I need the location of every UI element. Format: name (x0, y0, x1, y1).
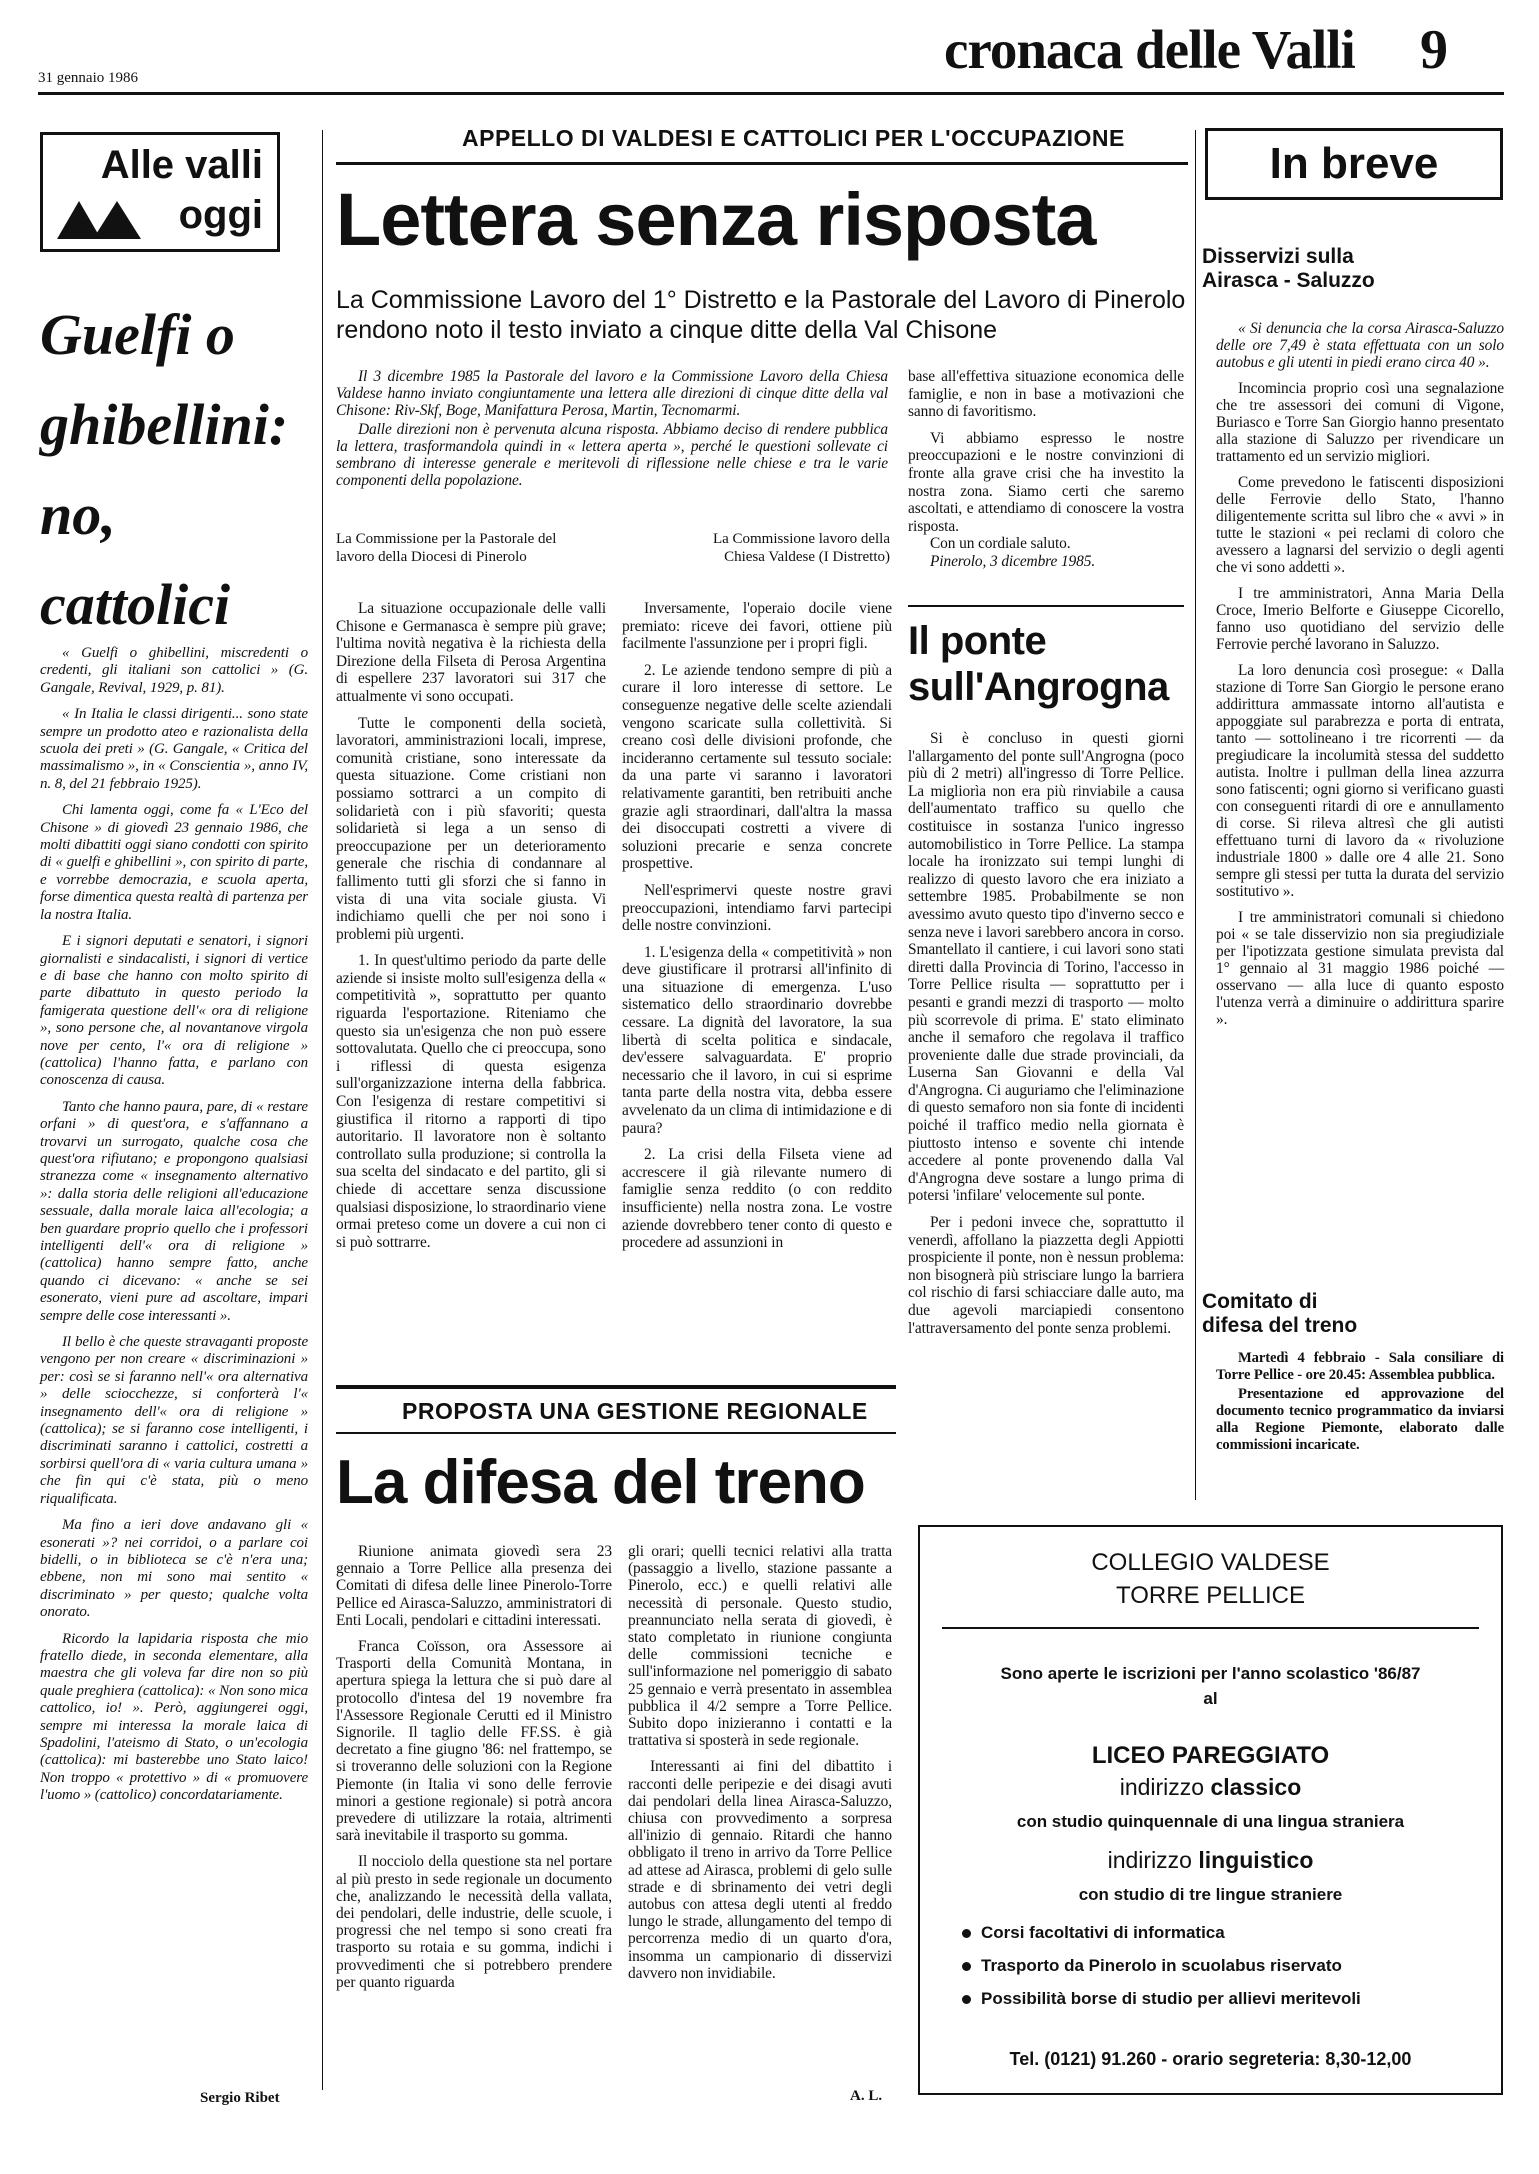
left-paragraph: Chi lamenta oggi, come fa « L'Eco del Chisone » di giovedì 23 gennaio 1986, che molti dibattiti oggi siano condotti con spirito di « guelfi e ghibellini », con spirito di parte, e vorrebbe democrazia, e scuola aperta, forse dimentica questa realtà di partenza per la nostra Italia. (40, 802, 308, 923)
mountains-icon (57, 199, 147, 239)
ponte-paragraph: Per i pedoni invece che, soprattutto il venerdì, affollano la piazzetta degli Appiotti prospiciente il ponte, non è nessun problema: non bisognerà più strisciare lungo la barriera col rischio di farsi schiacciare dalle auto, ma due agevoli marciapiedi consentono l'attraversamento del ponte senza problemi. (908, 1214, 1184, 1337)
left-paragraph: « In Italia le classi dirigenti... sono state sempre un prodotto ateo e razionalista della scuola dei preti » (G. Gangale, « Critica del massimalismo », in « Conscientia », anno IV, n. 8, del 21 febbraio 1925). (40, 706, 308, 792)
treno-paragraph: Il nocciolo della questione sta nel portare al più presto in sede regionale un documento che, analizzando le necessità della vallata, dei pendolari, delle industrie, delle scuole, i progressi che nel tempo si sono creati fra trasporto su rotaia e su gomma, indichi i provvedimenti che si potrebbero prendere per quanto riguarda (336, 1853, 612, 1991)
main-paragraph: Nell'esprimervi queste nostre gravi preoccupazioni, intendiamo farvi partecipi delle nostre convinzioni. (622, 881, 892, 935)
ad-bullet-item (962, 1988, 1361, 2010)
main-kicker: APPELLO DI VALDESI E CATTOLICI PER L'OCCUPAZIONE (462, 125, 1125, 151)
main-paragraph: La situazione occupazionale delle valli Chisone e Germanasca è sempre più grave; l'ultima novità negativa è la richiesta della Direzione della Filseta di Perosa Argentina di espellere 237 lavoratori sui 317 che attualmente vi sono occupati. (336, 600, 606, 705)
treno-paragraph: Franca Coïsson, ora Assessore ai Trasporti della Comunità Montana, in apertura spiega la lettura che si può dare al protocollo d'intesa del 19 novembre fra l'Assessore Regionale Cerutti ed il Ministro Signorile. Il taglio delle FF.SS. è già decretato a fine giugno '86: nel frattempo, se si troveranno delle soluzioni con la Regione Piemonte (in Italia vi sono delle ferrovie minori a gestione regionale) si potrà ancora prevedere di utilizzare la rotaia, altrimenti sarà inevitabile il trasporto su gomma. (336, 1638, 612, 1845)
left-headline-line-4: cattolici (40, 572, 231, 637)
in-breve-text-1 (1216, 320, 1504, 1037)
ponte-headline-line-2: sull'Angrogna (908, 665, 1169, 709)
column-separator-right (1195, 130, 1196, 1500)
in-breve-paragraph: La loro denuncia così prosegue: « Dalla stazione di Torre San Giorgio le persone erano addirittura ammassate intorno all'autista e appoggiate sul parabrezza e porta di entrata, tanto — sottolineano i tre ricorrenti — da pregiudicare la incolumità stessa del suddetto autista. Inoltre i pullman della linea azzurra sono fatiscenti; ogni giorno si verificano guasti con conseguenti ritardi di ore e annullamento di corse. Si rileva altresì che gli autisti effettuano turni di lavoro da « rivoluzione industriale 1800 » dalle ore 4 alle 21. Sono sempre gli stessi per tutta la durata del servizio sostitutivo ». (1216, 662, 1504, 900)
main-col-3 (908, 368, 1184, 580)
ad-track-1-name: classico (1210, 1774, 1302, 1800)
ad-enrollment: Sono aperte le iscrizioni per l'anno scolastico '86/87 (1000, 1664, 1421, 1683)
alle-valli-title-1: Alle valli (100, 143, 263, 187)
main-paragraph: Inversamente, l'operaio docile viene premiato: riceve dei favori, ottiene più facilmente l'assunzione per i propri figli. (622, 600, 892, 653)
ad-bullet-item (962, 1922, 1361, 1944)
left-paragraph: « Guelfi o ghibellini, miscredenti o credenti, gli italiani son cattolici » (G. Gangale, Revival, 1929, p. 81). (40, 645, 308, 696)
main-paragraph: 1. L'esigenza della « competitività » non deve giustificare il protrarsi all'infinito di una situazione di emergenza. L'uso sistematico dello straordinario dovrebbe cessare. La dignità del lavoratore, la sua libertà di scelta politica e sindacale, dev'essere salvaguardata. E' proprio necessario che il lavoro, in cui si esprime tanta parte della nostra vita, debba essere avvelenato da un clima di intimidazione e di paura? (622, 943, 892, 1137)
ad-school-type: LICEO PAREGGIATO (1091, 1742, 1330, 1769)
main-paragraph: 2. La crisi della Filseta viene ad accrescere il già rilevante numero di famiglie senza reddito (o con reddito insufficiente) nella nostra zona. Le vostre aziende dovrebbero tener conto di questo e procedere ad assunzioni in (622, 1146, 892, 1252)
ad-track-2-name: linguistico (1198, 1847, 1314, 1873)
main-paragraph: 2. Le aziende tendono sempre di più a curare il loro interesse di settore. Le conseguenze negative delle scelte aziendali vengono scaricate sulla collettività. Si creano così delle divisioni profonde, che incideranno certamente sul tessuto sociale: da una parte vi saranno i lavoratori relativamente garantiti, ben retribuiti anche grazie agli straordinari, dall'altra la massa dei disoccupati costretti a vivere di soluzioni precarie e senza concrete prospettive. (622, 661, 892, 873)
in-breve-text-2 (1216, 1350, 1504, 1463)
ad-bullet-list (962, 1922, 1361, 2021)
in-breve-headline-1-line-2: Airasca - Saluzzo (1202, 269, 1375, 292)
left-signature: Sergio Ribet (200, 2090, 280, 2106)
ad-at: al (1203, 1689, 1218, 1708)
ponte-headline-line-1: Il ponte (908, 619, 1047, 663)
ad-track-2-prefix: indirizzo (1107, 1847, 1192, 1873)
kicker-rule (336, 162, 1188, 165)
left-paragraph: Ricordo la lapidaria risposta che mio fratello diede, in seconda elementare, alla maestra che gli voleva far dire non so più quale preghiera (cattolica): « Non sono mica cattolico, io! ». Però, aggiungerei oggi, sempre mi interessa la morale laica di Spadolini, l'ateismo di Stato, o un'ecologia (cattolica): mi basterebbe uno Stato laico! Non troppo « protettivo » di « promuovere l'uomo » (cattolico) concordatariamente. (40, 1630, 308, 1804)
signatory-left: La Commissione per la Pastorale del lavoro della Diocesi di Pinerolo (336, 531, 557, 565)
ad-track-1-prefix: indirizzo (1119, 1774, 1205, 1800)
in-breve-headline-2 (1202, 1290, 1502, 1338)
main-paragraph: Vi abbiamo espresso le nostre preoccupazioni e le nostre convinzioni di fronte alla grave crisi che ha investito la nostra zona. Siamo certi che saremo ascoltati, e attendiamo di conoscere la vostra risposta. (908, 429, 1184, 535)
masthead-date: 31 gennaio 1986 (38, 70, 138, 86)
alle-valli-title-2: oggi (178, 193, 263, 237)
left-paragraph: Ma fino a ieri dove andavano gli « esonerati »? nei corridoi, o a parlare coi bidelli, o in biblioteca se c'è n'era una; ebbene, non mi sono mai sentito « discriminato » per questo; qualche volta onorato. (40, 1517, 308, 1621)
ponte-paragraph: Si è concluso in questi giorni l'allargamento del ponte sull'Angrogna (poco più di 2 metri) all'ingresso di Torre Pellice. La migliorìa non era più rinviabile a causa dell'aumentato traffico su quello che costituisce in sostanza l'unico ingresso automobilistico in Torre Pellice. La stampa locale ha ironizzato sui tempi lunghi di realizzo di questo lavoro che era iniziato a settembre 1985. Probabilmente se non avessimo avuto questo tipo d'inverno secco e senza neve i lavori sarebbero ancora in corso. Smantellato il cantiere, i cui lavori sono stati diretti dalla Provincia di Torino, l'accesso in Torre Pellice risulta — soprattutto per i pesanti e grandi mezzi di trasporto — molto più scorrevole di prima. E' stato eliminato anche il semaforo che regolava il traffico proveniente dalle due strade provinciali, da Luserna San Giovanni e della Val d'Angrogna. Ci auguriamo che l'eliminazione di questo semaforo non sia fonte di incidenti poiché il traffico medio nella giornata è piuttosto intenso e sovente chi intende accedere al ponte provenendo dalla Val d'Angrogna deve sostare a lungo prima di potersi 'infilare' velocemente sul ponte. (908, 730, 1184, 1205)
treno-paragraph: Riunione animata giovedì sera 23 gennaio a Torre Pellice alla presenza dei Comitati di difesa delle linee Pinerolo-Torre Pellice ed Airasca-Saluzzo, amministratori di Enti Locali, pendolari e cittadini interessati. (336, 1543, 612, 1629)
ad-bullet-text: Corsi facoltativi di informatica (981, 1923, 1225, 1942)
bullet-icon (962, 1962, 971, 1971)
ad-track-2-note: con studio di tre lingue straniere (1078, 1885, 1343, 1904)
main-intro-paragraph: Il 3 dicembre 1985 la Pastorale del lavoro e la Commissione Lavoro della Chiesa Valdese hanno inviato congiuntamente una lettera alle direzioni di cinque ditte della val Chisone: Riv-Skf, Boge, Manifattura Perosa, Martin, Tecnomarmi. (336, 368, 888, 419)
ad-divider (942, 1627, 1479, 1629)
treno-signature: A. L. (850, 2088, 883, 2104)
in-breve-title: In breve (1269, 139, 1439, 188)
in-breve-paragraph: Incomincia proprio così una segnalazione che tre assessori dei comuni di Vigone, Buriasco e Torre San Giorgio hanno presentato alla stazione di Saluzzo per rivendicare un trattamento ed un servizio migliori. (1216, 380, 1504, 465)
bullet-icon (962, 1995, 971, 2004)
main-col-2 (622, 600, 892, 1261)
ad-school-town: TORRE PELLICE (1116, 1582, 1305, 1609)
column-separator-left (322, 130, 323, 2090)
ponte-top-rule (908, 605, 1184, 607)
treno-paragraph: gli orari; quelli tecnici relativi alla tratta (passaggio a livello, stazione passante a Pinerolo, ecc.) e quelli relativi alle necessità di personale. Questo studio, preannunciato nella serata di giovedì, è stato completato in riunione congiunta delle commissioni tecniche e sull'informazione nel pomeriggio di sabato 25 gennaio e verrà presentato in assemblea pubblica il 4/2 sempre a Torre Pellice. Subito dopo inizieranno i contatti e la trattativa si sposterà in sede regionale. (628, 1543, 892, 1750)
in-breve-headline-1 (1202, 245, 1502, 293)
main-col-1 (336, 600, 606, 1260)
ponte-text (908, 730, 1184, 1346)
main-paragraph: Con un cordiale saluto. (930, 535, 1071, 553)
in-breve-box (1205, 128, 1503, 200)
main-deck: La Commissione Lavoro del 1° Distretto e la Pastorale del Lavoro di Pinerolo rendono noto il testo inviato a cinque ditte della Val Chisone (336, 286, 1186, 344)
left-headline-line-1: Guelfi o (40, 302, 235, 367)
treno-headline: La difesa del treno (336, 1448, 865, 1517)
left-paragraph: Tanto che hanno paura, pare, di « restare orfani » di quest'ora, e s'affannano a trovarvi un surrogato, qualche cosa che quest'ora rifiutano; e propongono qualsiasi stranezza come « insegnamento alternativo »: dalla storia delle religioni all'educazione sessuale, dalla morale laica all'ecologia; a ben guardare proprio quello che i professori intelligenti dell'« ora di religione » (cattolica) hanno sempre fatto, anche quando ci dicevano: « anche se sei esonerato, vieni pure ad ascoltare, impari sempre delle cose interessanti ». (40, 1098, 308, 1324)
in-breve-headline-2-line-2: difesa del treno (1202, 1314, 1358, 1337)
treno-kicker-rule (336, 1432, 896, 1434)
ad-contact: Tel. (0121) 91.260 - orario segreteria: 8,30-12,00 (1009, 2049, 1412, 2069)
masthead-title: cronaca delle Valli (944, 19, 1355, 80)
left-paragraph: Il bello è che queste stravaganti proposte vengono per non creare « discriminazioni » per: così se si faranno nell'« ora alternativa » delle sciocchezze, si conforterà l'« insegnamento dell'« ora di religione » (cattolica); se si faranno cose intelligenti, i discriminati saranno i cattolici, costretti a sorbirsi quell'ora di « varia cultura umana » che fin qui c'è stata, più o meno riqualificata. (40, 1334, 308, 1507)
main-intro-paragraph: Dalle direzioni non è pervenuta alcuna risposta. Abbiamo deciso di rendere pubblica la lettera, trasformandola quindi in « lettera aperta », perché le questioni sollevate ci sembrano di interesse generale e meritevoli di riflessione nelle chiese e tra le varie componenti della popolazione. (336, 421, 888, 489)
in-breve-headline-1-line-1: Disservizi sulla (1202, 245, 1354, 268)
main-place-date: Pinerolo, 3 dicembre 1985. (930, 552, 1096, 570)
bullet-icon (962, 1929, 971, 1938)
left-headline-line-3: no, (40, 482, 116, 547)
alle-valli-box (40, 132, 280, 252)
main-intro (336, 368, 888, 498)
treno-kicker: PROPOSTA UNA GESTIONE REGIONALE (402, 1398, 868, 1424)
ad-bullet-text: Trasporto da Pinerolo in scuolabus riservato (981, 1956, 1342, 1975)
signatory-right: La Commissione lavoro della Chiesa Valdese (I Distretto) (712, 531, 890, 565)
treno-col-1 (336, 1543, 612, 2000)
masthead-rule (38, 92, 1504, 95)
ad-track-2 (920, 1847, 1501, 1874)
ad-track-1 (920, 1774, 1501, 1801)
ad-track-1-note: con studio quinquennale di una lingua straniera (1016, 1812, 1405, 1831)
in-breve-paragraph: Come prevedono le fatiscenti disposizioni delle Ferrovie dello Stato, l'hanno diligentemente scritta sul libro che « avvi » in tutte le stazioni « pei reclami di coloro che avessero a lagnarsi del servizio o degli agenti che vi sono addetti ». (1216, 474, 1504, 576)
page-number: 9 (1420, 19, 1448, 81)
treno-paragraph: Interessanti ai fini del dibattito i racconti delle peripezie e dei disagi avuti dai pendolari della linea Airasca-Saluzzo, chiusa con provvedimento a sorpresa all'inizio di gennaio. Ritardi che hanno obbligato il treno in arrivo da Torre Pellice ad attese ad Airasca, problemi di gelo sulle strade e di sbrinamento dei vetri degli autobus con attesa degli utenti al freddo lungo le strade, allungamento del tempo di percorrenza medio di un quarto d'ora, insomma un campionario di disservizi davvero non invidiabile. (628, 1758, 892, 1982)
left-headline (40, 290, 290, 650)
in-breve-headline-2-line-1: Comitato di (1202, 1290, 1318, 1313)
ad-bullet-text: Possibilità borse di studio per allievi meritevoli (981, 1989, 1361, 2008)
main-paragraph: base all'effettiva situazione economica delle famiglie, e non in base a motivazioni che sanno di favoritismo. (908, 368, 1184, 421)
in-breve-paragraph: Presentazione ed approvazione del documento tecnico programmatico da inviarsi alla Regione Piemonte, elaborato dalle commissioni incaricate. (1216, 1386, 1504, 1453)
left-headline-line-2: ghibellini: (40, 392, 289, 457)
in-breve-paragraph: I tre amministratori comunali si chiedono poi « se tale disservizio non sia pregiudiziale per l'ipotizzata gestione simulata prevista dal 1° gennaio al 31 maggio 1986 poiché — osservano — alla luce di quanto esposto l'utenza verrà a diminuire o addirittura sparire ». (1216, 909, 1504, 1028)
ad-bullet-item (962, 1955, 1361, 1977)
ponte-headline (908, 618, 1169, 710)
main-paragraph: Tutte le componenti della società, lavoratori, amministrazioni locali, imprese, comunità cristiane, sono interessate da questa situazione. Come cristiani non possiamo sottrarci a un compito di solidarietà con i più sfavoriti; questa solidarietà si lega a un senso di preoccupazione per un deterioramento generale che rischia di condannare al fallimento tutti gli sforzi che si fanno in vista di una vita sociale giusta. Vi indichiamo quelli che per noi sono i problemi più urgenti. (336, 714, 606, 943)
main-headline: Lettera senza risposta (336, 178, 1096, 261)
school-advertisement (918, 1525, 1503, 2095)
in-breve-paragraph: Martedì 4 febbraio - Sala consiliare di Torre Pellice - ore 20.45: Assemblea pubblica. (1216, 1350, 1504, 1383)
treno-col-2 (628, 1543, 892, 1991)
ad-school-name: COLLEGIO VALDESE (1091, 1549, 1330, 1576)
treno-top-rule (336, 1385, 896, 1389)
left-paragraph: E i signori deputati e senatori, i signori giornalisti e sindacalisti, i signori di vertice e di base che hanno con molto spirito di parte dibattuto in questo periodo la famigerata questione dell'« ora di religione », sono persone che, al novantanove virgola nove per cento, l'« ora di religione » (cattolica) l'hanno fatta, e parlano con conoscenza di causa. (40, 933, 308, 1089)
main-paragraph: 1. In quest'ultimo periodo da parte delle aziende si insiste molto sull'esigenza della « competitività », soprattutto per quanto riguarda l'esportazione. Riteniamo che questo sia un'esigenza che non può essere sottovalutata. Quello che ci preoccupa, sono i riflessi di questa esigenza sull'organizzazione interna della fabbrica. Con l'esigenza di restare competitivi si giustifica il ritorno a rapporti di tipo autoritario. Il lavoratore non è soltanto controllato sulla produzione; si controlla la sua scelta del sindacato e del partito, gli si chiede di accettare senza discussione qualsiasi disposizione, lo straordinario viene ormai preteso come un dovere a cui non ci si può sottrarre. (336, 952, 606, 1251)
left-column-text (40, 645, 308, 1814)
in-breve-paragraph: I tre amministratori, Anna Maria Della Croce, Imerio Belforte e Giuseppe Cicorello, fanno uso quotidiano del servizio delle Ferrovie perché lavorano in Saluzzo. (1216, 585, 1504, 653)
in-breve-paragraph: « Si denuncia che la corsa Airasca-Saluzzo delle ore 7,49 è stata effettuata con un solo autobus e gli utenti in piedi erano circa 40 ». (1216, 320, 1504, 371)
